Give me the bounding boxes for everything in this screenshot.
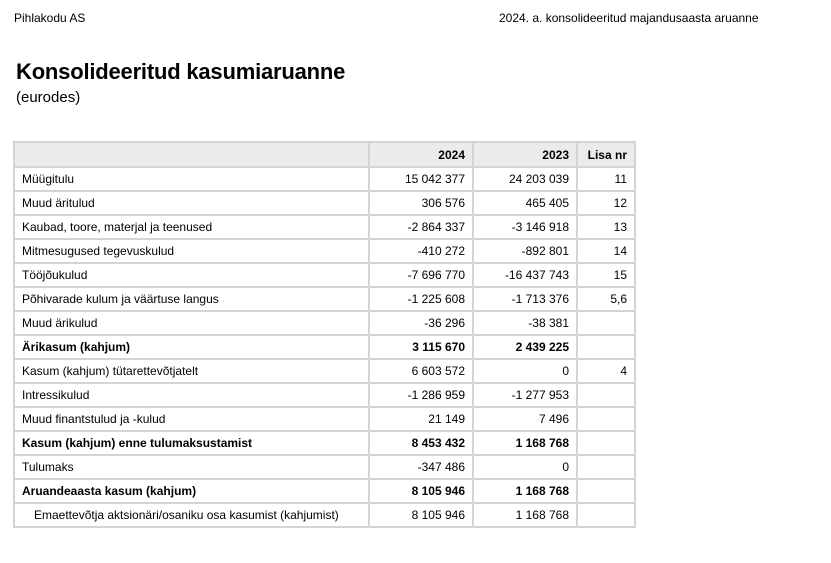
table-row	[14, 479, 635, 503]
value-2024: -36 296	[369, 311, 473, 335]
value-2023: -38 381	[473, 311, 577, 335]
value-2024: 21 149	[369, 407, 473, 431]
table-row	[14, 311, 635, 335]
table-row	[14, 335, 635, 359]
row-label: Mitmesugused tegevuskulud	[14, 239, 369, 263]
value-2023: -3 146 918	[473, 215, 577, 239]
value-2023: -1 277 953	[473, 383, 577, 407]
statement-title: Konsolideeritud kasumiaruanne	[16, 59, 346, 84]
row-label: Müügitulu	[14, 167, 369, 191]
note-ref: 14	[577, 239, 635, 263]
note-ref: 12	[577, 191, 635, 215]
report-title: 2024. a. konsolideeritud majandusaasta aruanne	[499, 11, 759, 25]
table-row	[14, 407, 635, 431]
column-header-2024: 2024	[369, 142, 473, 167]
table-row	[14, 239, 635, 263]
row-label: Kaubad, toore, materjal ja teenused	[14, 215, 369, 239]
row-label: Intressikulud	[14, 383, 369, 407]
statement-subtitle: (eurodes)	[16, 89, 81, 106]
value-2023: -16 437 743	[473, 263, 577, 287]
value-2023: 465 405	[473, 191, 577, 215]
row-label: Tulumaks	[14, 455, 369, 479]
row-label: Muud finantstulud ja -kulud	[14, 407, 369, 431]
note-ref	[577, 407, 635, 431]
value-2023: 24 203 039	[473, 167, 577, 191]
company-name: Pihlakodu AS	[14, 11, 86, 25]
value-2023: -892 801	[473, 239, 577, 263]
value-2023: 0	[473, 359, 577, 383]
row-label: Kasum (kahjum) tütarettevõtjatelt	[14, 359, 369, 383]
value-2024: -1 286 959	[369, 383, 473, 407]
value-2023: 2 439 225	[473, 335, 577, 359]
note-ref	[577, 503, 635, 527]
table-row	[14, 287, 635, 311]
column-header-note: Lisa nr	[577, 142, 635, 167]
value-2023: -1 713 376	[473, 287, 577, 311]
row-label: Muud ärikulud	[14, 311, 369, 335]
table-row	[14, 263, 635, 287]
table-row	[14, 503, 635, 527]
note-ref	[577, 383, 635, 407]
value-2024: -2 864 337	[369, 215, 473, 239]
note-ref: 5,6	[577, 287, 635, 311]
table-header-row	[14, 142, 635, 167]
value-2023: 1 168 768	[473, 503, 577, 527]
note-ref	[577, 431, 635, 455]
row-label: Emaettevõtja aktsionäri/osaniku osa kasumist (kahjumist)	[14, 503, 369, 527]
value-2024: -1 225 608	[369, 287, 473, 311]
value-2024: -410 272	[369, 239, 473, 263]
note-ref: 4	[577, 359, 635, 383]
note-ref: 13	[577, 215, 635, 239]
table-row	[14, 455, 635, 479]
value-2024: 306 576	[369, 191, 473, 215]
table-row	[14, 191, 635, 215]
row-label: Muud äritulud	[14, 191, 369, 215]
value-2024: 8 453 432	[369, 431, 473, 455]
value-2023: 1 168 768	[473, 431, 577, 455]
value-2024: 8 105 946	[369, 479, 473, 503]
row-label: Põhivarade kulum ja väärtuse langus	[14, 287, 369, 311]
row-label: Tööjõukulud	[14, 263, 369, 287]
note-ref: 15	[577, 263, 635, 287]
note-ref	[577, 455, 635, 479]
value-2024: 6 603 572	[369, 359, 473, 383]
column-header-2023: 2023	[473, 142, 577, 167]
income-statement-table	[13, 141, 636, 528]
value-2024: 15 042 377	[369, 167, 473, 191]
note-ref	[577, 311, 635, 335]
table-row	[14, 383, 635, 407]
note-ref	[577, 335, 635, 359]
value-2023: 1 168 768	[473, 479, 577, 503]
value-2024: -7 696 770	[369, 263, 473, 287]
table-row	[14, 359, 635, 383]
row-label: Kasum (kahjum) enne tulumaksustamist	[14, 431, 369, 455]
note-ref: 11	[577, 167, 635, 191]
row-label: Aruandeaasta kasum (kahjum)	[14, 479, 369, 503]
table-row	[14, 167, 635, 191]
value-2024: 3 115 670	[369, 335, 473, 359]
note-ref	[577, 479, 635, 503]
column-header-label	[14, 142, 369, 167]
value-2024: 8 105 946	[369, 503, 473, 527]
value-2023: 7 496	[473, 407, 577, 431]
row-label: Ärikasum (kahjum)	[14, 335, 369, 359]
value-2024: -347 486	[369, 455, 473, 479]
value-2023: 0	[473, 455, 577, 479]
table-row	[14, 215, 635, 239]
table-row	[14, 431, 635, 455]
